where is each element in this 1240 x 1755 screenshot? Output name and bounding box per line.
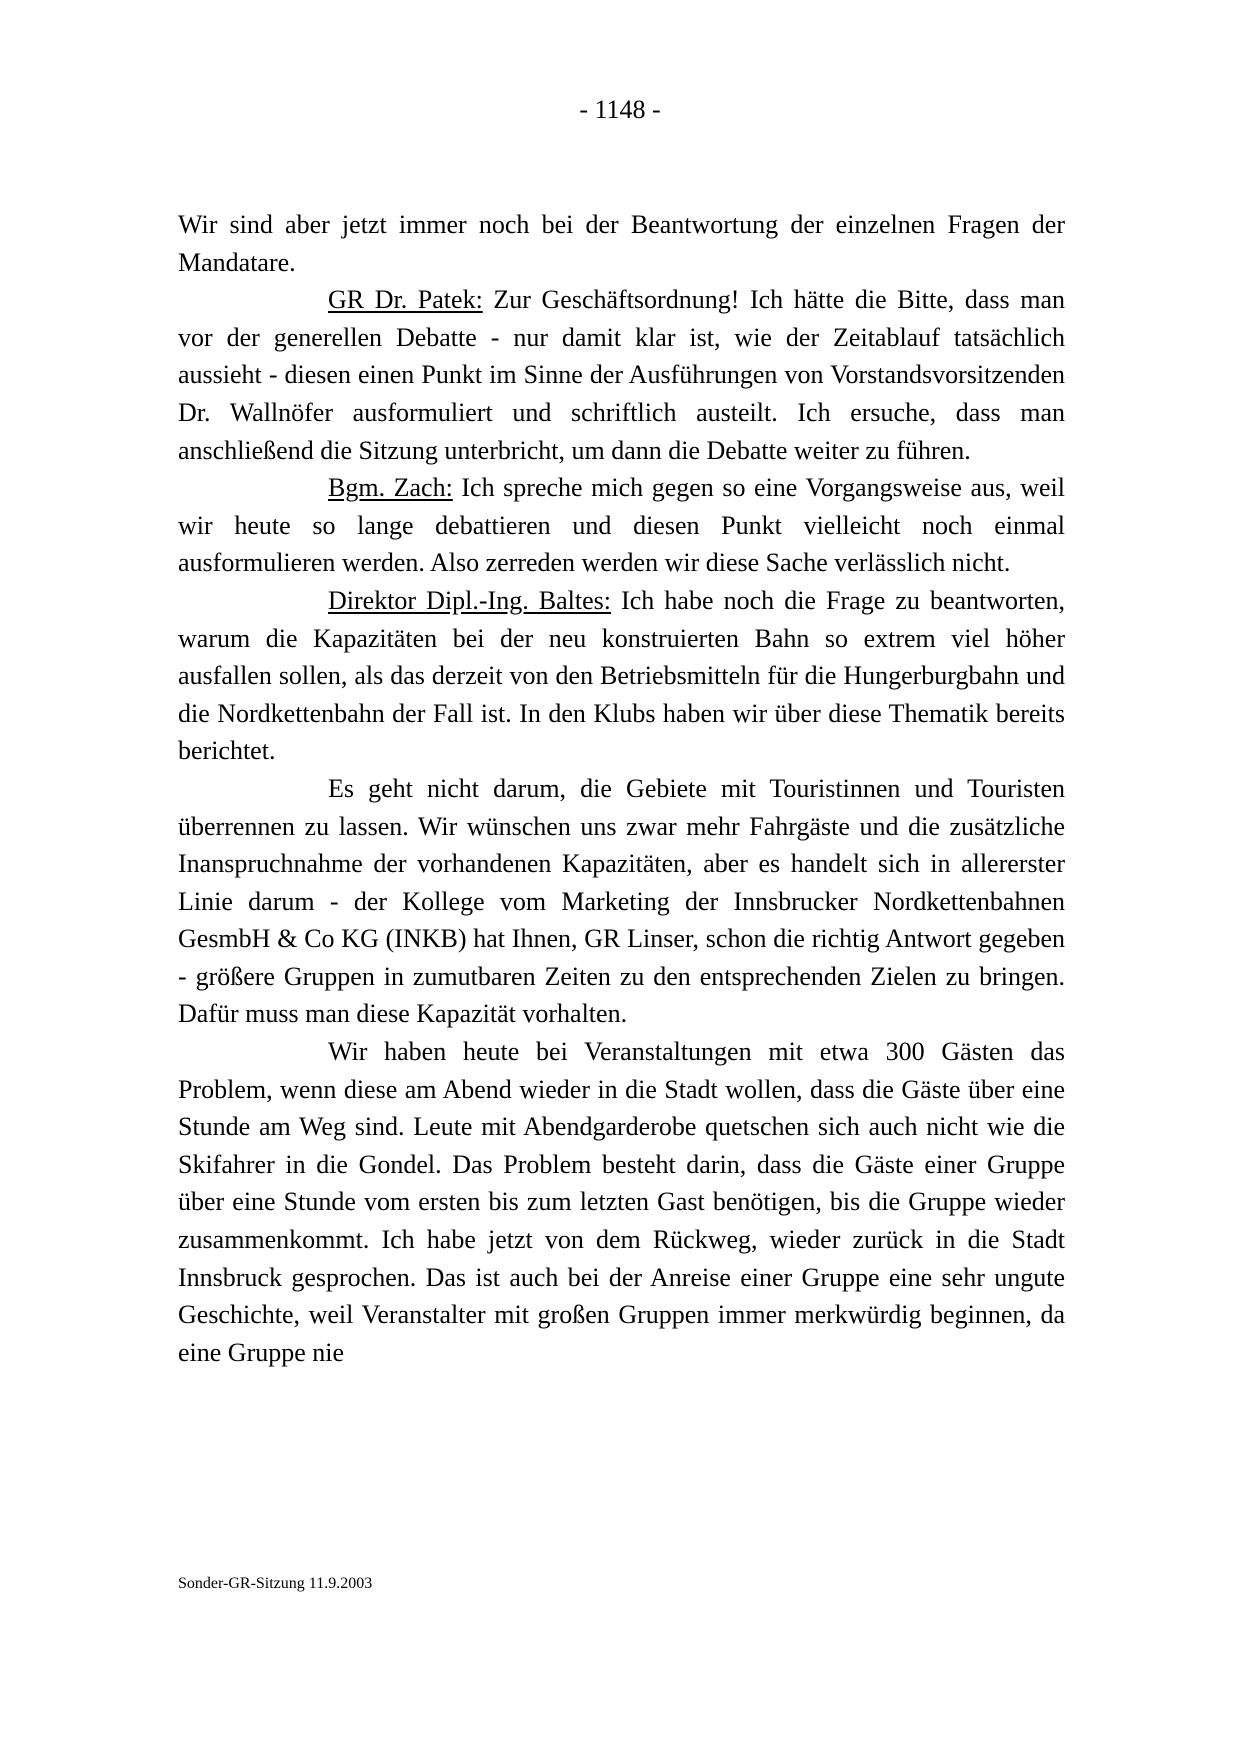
paragraph-intro bbox=[178, 206, 1065, 281]
paragraph-patek bbox=[178, 281, 1065, 469]
paragraph-events bbox=[178, 1033, 1065, 1371]
paragraph-text: Wir haben heute bei Veranstaltungen mit etwa 300 Gästen das Problem, wenn diese am Abend wieder in die Stadt wollen, dass die Gäste über eine Stunde am Weg sind. Leute mit Abendgarderobe quetschen sich auch nicht wie die Skifahrer in die Gondel. Das Problem besteht darin, dass die Gäste einer Gruppe über eine Stunde vom ersten bis zum letzten Gast benötigen, bis die Gruppe wieder zusammenkommt. Ich habe jetzt von dem Rückweg, wieder zurück in die Stadt Innsbruck gesprochen. Das ist auch bei der Anreise einer Gruppe eine sehr ungute Geschichte, weil Veranstalter mit großen Gruppen immer merkwürdig beginnen, da eine Gruppe nie bbox=[178, 1037, 1065, 1367]
paragraph-text: Ich habe noch die Frage zu beantworten, warum die Kapazitäten bei der neu konstruierten Bahn so extrem viel höher ausfallen sollen, als das derzeit von den Betriebsmitteln für die Hungerburgbahn und die Nordkettenbahn der Fall ist. In den Klubs haben wir über diese Thematik bereits berichtet. bbox=[178, 585, 1065, 766]
paragraph-baltes bbox=[178, 582, 1065, 770]
speaker-name: Direktor Dipl.-Ing. Baltes: bbox=[328, 585, 612, 615]
paragraph-text: Zur Geschäftsordnung! Ich hätte die Bitte, dass man vor der generellen Debatte - nur damit klar ist, wie der Zeitablauf tatsächlich aussieht - diesen einen Punkt im Sinne der Ausführungen von Vorstandsvorsitzenden Dr. Wallnöfer ausformuliert und schriftlich austeilt. Ich ersuche, dass man anschließend die Sitzung unterbricht, um dann die Debatte weiter zu führen. bbox=[178, 285, 1065, 465]
page-number: - 1148 - bbox=[579, 95, 661, 124]
document-body bbox=[178, 206, 1065, 1371]
paragraph-text: Es geht nicht darum, die Gebiete mit Touristinnen und Touristen überrennen zu lassen. Wir wünschen uns zwar mehr Fahrgäste und die zusätzliche Inanspruchnahme der vorhandenen Kapazitäten, aber es handelt sich in allererster Linie darum - der Kollege vom Marketing der Innsbrucker Nordkettenbahnen GesmbH & Co KG (INKB) hat Ihnen, GR Linser, schon die richtig Antwort gegeben - größere Gruppen in zumutbaren Zeiten zu den entsprechenden Zielen zu bringen. Dafür muss man diese Kapazität vorhalten. bbox=[178, 773, 1065, 1029]
paragraph-zach bbox=[178, 469, 1065, 582]
paragraph-text: Wir sind aber jetzt immer noch bei der Beantwortung der einzelnen Fragen der Mandatare. bbox=[178, 210, 1065, 277]
paragraph-text: Ich spreche mich gegen so eine Vorgangsweise aus, weil wir heute so lange debattieren und diesen Punkt vielleicht noch einmal ausformulieren werden. Also zerreden werden wir diese Sache verlässlich nicht. bbox=[178, 473, 1065, 578]
speaker-name: GR Dr. Patek: bbox=[328, 285, 483, 315]
footer-session-label: Sonder-GR-Sitzung 11.9.2003 bbox=[178, 1575, 373, 1592]
paragraph-capacity bbox=[178, 770, 1065, 1033]
speaker-name: Bgm. Zach: bbox=[328, 473, 453, 503]
